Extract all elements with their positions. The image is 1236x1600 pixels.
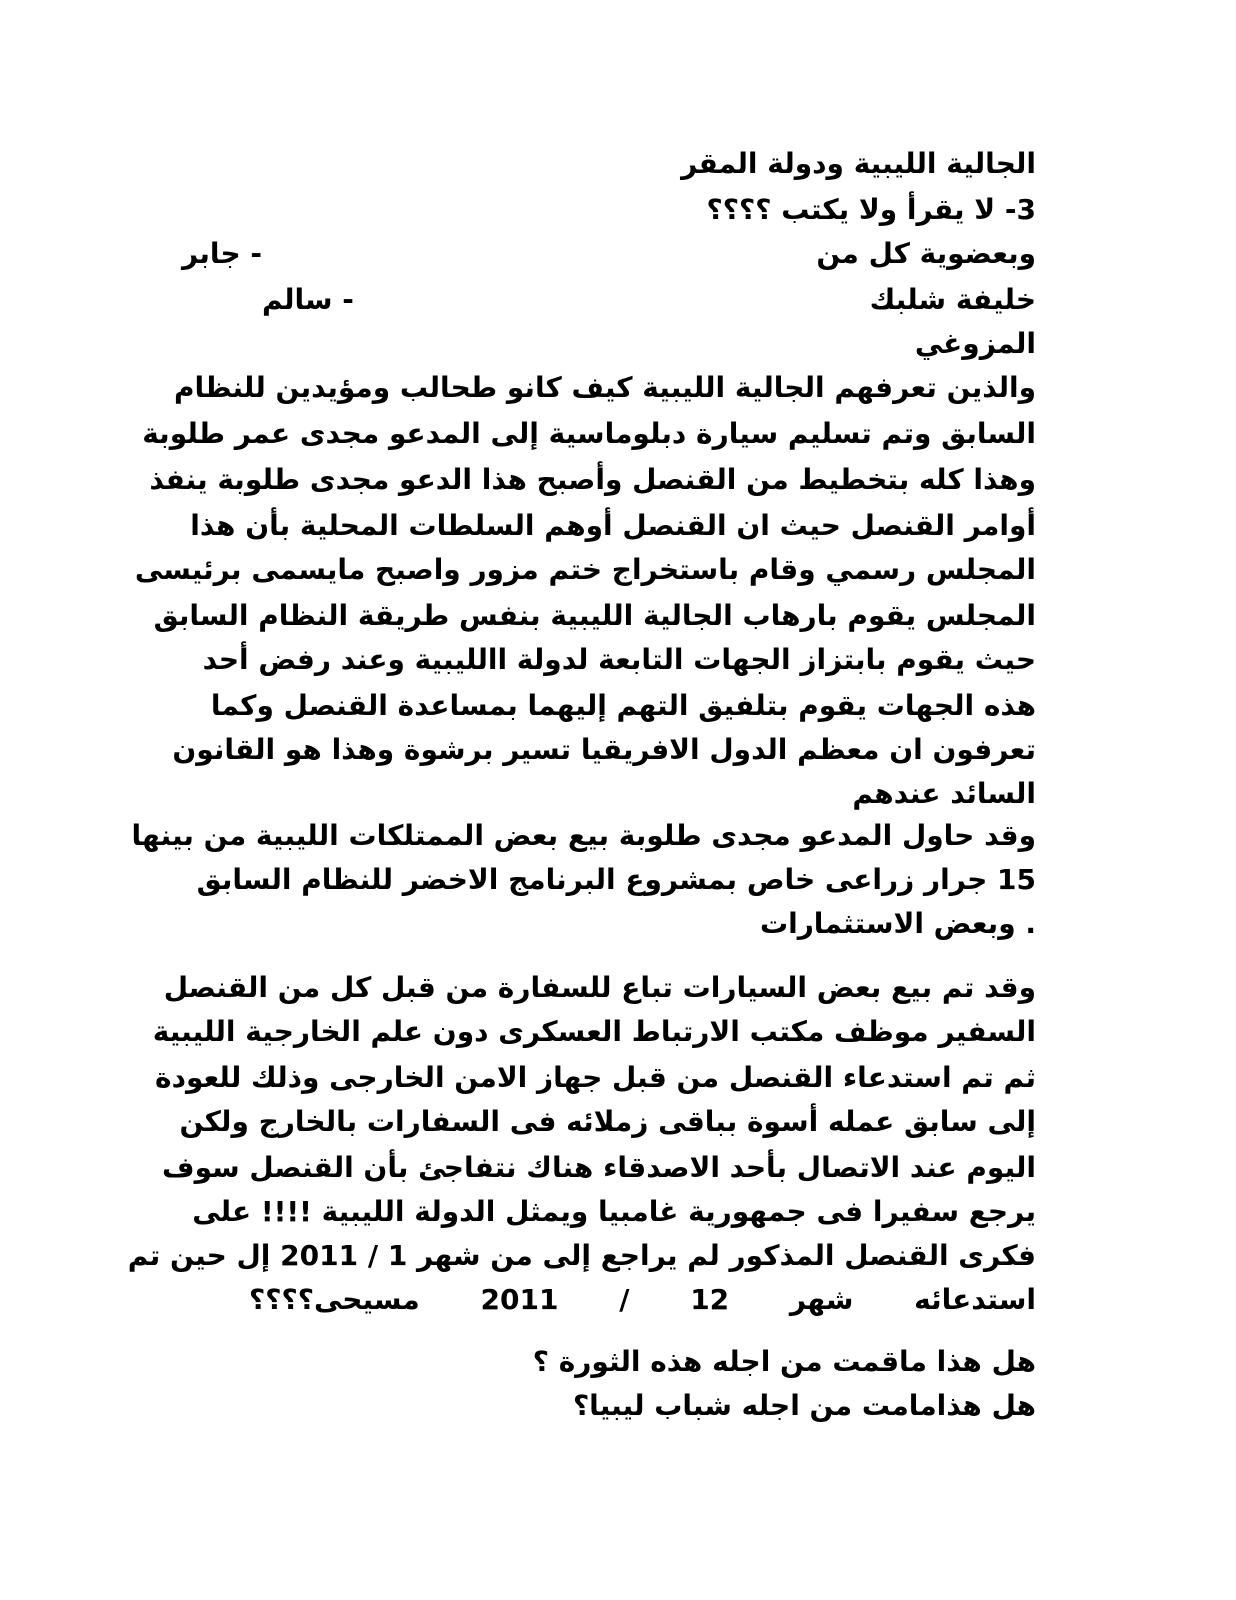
name-line: خليفة شلبك: [869, 283, 1036, 316]
membership-name-left: - جابر: [182, 237, 262, 270]
para1-line: حيث يقوم بابتزاز الجهات التابعة لدولة االليبية وعند رفض أحد: [202, 643, 1036, 676]
para3-line: ثم تم استدعاء القنصل من قبل جهاز الامن الخارجى وذلك للعودة: [155, 1061, 1036, 1094]
para2-line: 15 جرار زراعى خاص بمشروع البرنامج الاخضر للنظام السابق: [196, 863, 1036, 896]
surname: المزوغي: [914, 327, 1036, 360]
para2-line: . وبعض الاستثمارات: [759, 907, 1036, 940]
para1-line: والذين تعرفهم الجالية الليبية كيف كانو طحالب ومؤيدين للنظام: [174, 371, 1036, 404]
item-3: 3- لا يقرأ ولا يكتب ؟؟؟؟: [706, 193, 1036, 226]
para3-line: فكرى القنصل المذكور لم يراجع إلى من شهر 1 / 2011 إل حين تم: [127, 1239, 1036, 1272]
para1-line: السابق وتم تسليم سيارة دبلوماسية إلى المدعو مجدى عمر طلوبة: [142, 417, 1036, 450]
question-line: هل هذا ماقمت من اجله هذه الثورة ؟: [532, 1345, 1036, 1378]
para3-line: استدعائه شهر 12 / 2011 مسيحى؟؟؟؟: [249, 1283, 1036, 1316]
membership-line: وبعضوية كل من: [816, 237, 1036, 270]
question-line: هل هذامامت من اجله شباب ليبيا؟: [572, 1389, 1036, 1422]
para1-line: المجلس يقوم بارهاب الجالية الليبية بنفس طريقة النظام السابق: [153, 599, 1036, 632]
para3-line: إلى سابق عمله أسوة بباقى زملائه فى السفارات بالخارج ولكن: [179, 1105, 1036, 1138]
para3-line: السفير موظف مكتب الارتباط العسكرى دون علم الخارجية الليبية: [152, 1015, 1036, 1048]
para1-line: تعرفون ان معظم الدول الافريقيا تسير برشوة وهذا هو القانون: [172, 733, 1036, 766]
para1-line: المجلس رسمي وقام باستخراج ختم مزور واصبح مايسمى برئيسى: [134, 553, 1036, 586]
para2-line: وقد حاول المدعو مجدى طلوبة بيع بعض الممتلكات الليبية من بينها: [131, 819, 1036, 852]
para3-line: يرجع سفيرا فى جمهورية غامبيا ويمثل الدولة الليبية !!!! على: [192, 1195, 1036, 1228]
para3-line: اليوم عند الاتصال بأحد الاصدقاء هناك نتفاجئ بأن القنصل سوف: [162, 1151, 1036, 1184]
document-heading: الجالية الليبية ودولة المقر: [681, 147, 1036, 180]
name-left: - سالم: [262, 283, 354, 316]
para3-line: وقد تم بيع بعض السيارات تباع للسفارة من قبل كل من القنصل: [163, 971, 1036, 1004]
para1-line: أوامر القنصل حيث ان القنصل أوهم السلطات المحلية بأن هذا: [190, 509, 1036, 542]
para1-line: هذه الجهات يقوم بتلفيق التهم إليهما بمساعدة القنصل وكما: [210, 689, 1036, 722]
para1-line: وهذا كله بتخطيط من القنصل وأصبح هذا الدعو مجدى طلوبة ينفذ: [149, 463, 1036, 496]
para1-line: السائد عندهم: [852, 777, 1036, 810]
